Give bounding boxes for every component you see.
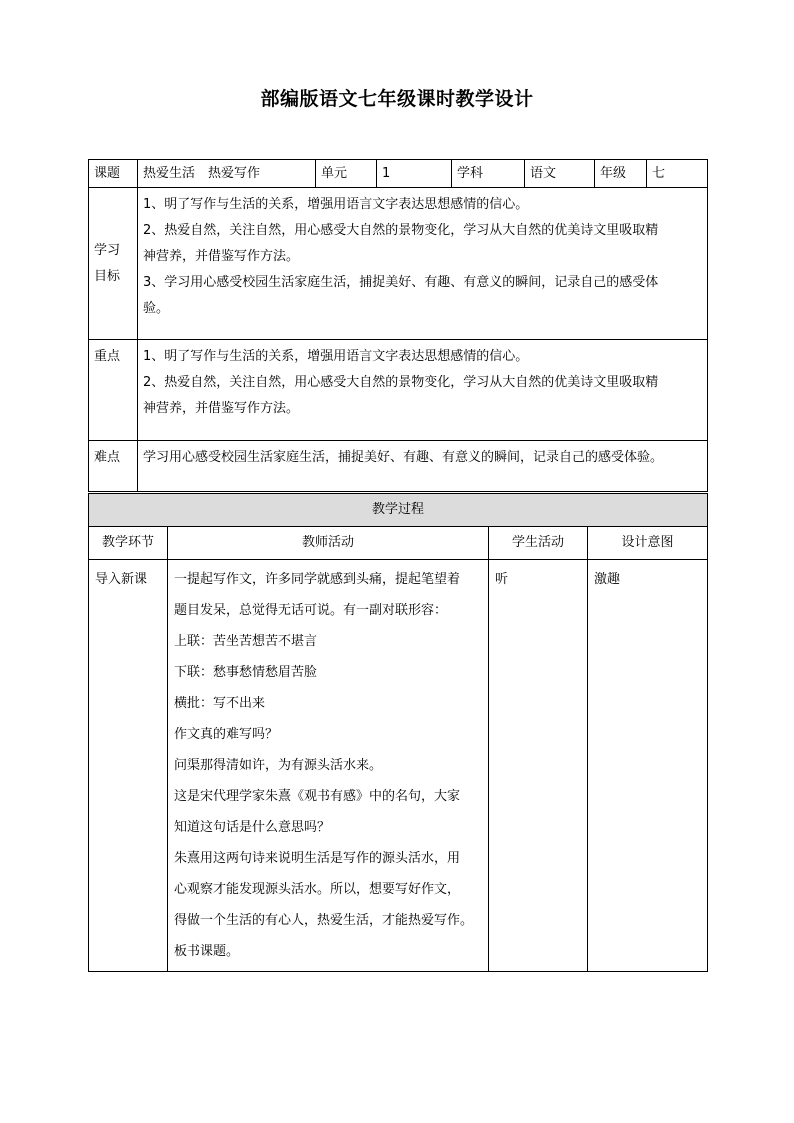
subject-value: 语文 bbox=[525, 160, 595, 188]
difficulty-content bbox=[138, 441, 708, 492]
goals-row bbox=[89, 188, 708, 340]
difficulty-text: 学习用心感受校园生活家庭生活，捕捉美好、有趣、有意义的瞬间，记录自己的感受体验。 bbox=[143, 450, 664, 465]
teacher-line: 一提起写作文，许多同学就感到头痛，提起笔望着 bbox=[174, 572, 461, 587]
goals-label: 学习 目标 bbox=[89, 188, 138, 340]
teacher-line: 知道这句话是什么意思吗？ bbox=[174, 820, 331, 835]
header-teacher: 教师活动 bbox=[168, 527, 489, 560]
process-banner-row bbox=[89, 494, 708, 527]
lesson-info-table bbox=[88, 159, 708, 492]
teacher-line: 横批：写不出来 bbox=[174, 696, 266, 711]
topic-label: 课题 bbox=[89, 160, 138, 188]
topic-value: 热爱生活 热爱写作 bbox=[138, 160, 316, 188]
difficulty-row bbox=[89, 441, 708, 492]
student-activity-cell: 听 bbox=[489, 560, 588, 972]
stage-cell: 导入新课 bbox=[89, 560, 168, 972]
goal-line: 验。 bbox=[143, 301, 170, 316]
key-point-line: 1、明了写作与生活的关系，增强用语言文字表达思想感情的信心。 bbox=[143, 349, 529, 364]
teaching-process-table bbox=[88, 493, 708, 972]
key-points-row bbox=[89, 340, 708, 441]
teacher-line: 朱熹用这两句诗来说明生活是写作的源头活水，用 bbox=[174, 851, 461, 866]
teacher-line: 下联：愁事愁情愁眉苦脸 bbox=[174, 665, 318, 680]
goal-line: 1、明了写作与生活的关系，增强用语言文字表达思想感情的信心。 bbox=[143, 197, 529, 212]
process-banner: 教学过程 bbox=[89, 494, 708, 527]
grade-value: 七 bbox=[647, 160, 708, 188]
unit-value: 1 bbox=[377, 160, 452, 188]
key-points-label: 重点 bbox=[89, 340, 138, 441]
teacher-line: 板书课题。 bbox=[174, 944, 240, 959]
key-point-line: 神营养，并借鉴写作方法。 bbox=[143, 401, 300, 416]
difficulty-label: 难点 bbox=[89, 441, 138, 492]
header-intent: 设计意图 bbox=[588, 527, 708, 560]
key-point-line: 2、热爱自然，关注自然，用心感受大自然的景物变化，学习从大自然的优美诗文里吸取精 bbox=[143, 375, 659, 390]
teacher-line: 上联：苦坐苦想苦不堪言 bbox=[174, 634, 318, 649]
key-points-content bbox=[138, 340, 708, 441]
teacher-line: 题目发呆，总觉得无话可说。有一副对联形容： bbox=[174, 603, 448, 618]
header-stage: 教学环节 bbox=[89, 527, 168, 560]
goal-line: 3、学习用心感受校园生活家庭生活，捕捉美好、有趣、有意义的瞬间，记录自己的感受体 bbox=[143, 275, 659, 290]
subject-label: 学科 bbox=[452, 160, 525, 188]
page-title: 部编版语文七年级课时教学设计 bbox=[260, 88, 534, 110]
teacher-line: 得做一个生活的有心人，热爱生活，才能热爱写作。 bbox=[174, 913, 474, 928]
goal-line: 神营养，并借鉴写作方法。 bbox=[143, 249, 300, 264]
info-row bbox=[89, 160, 708, 188]
teacher-line: 作文真的难写吗？ bbox=[174, 727, 279, 742]
design-intent-cell: 激趣 bbox=[588, 560, 708, 972]
goal-line: 2、热爱自然，关注自然，用心感受大自然的景物变化，学习从大自然的优美诗文里吸取精 bbox=[143, 223, 659, 238]
process-header-row bbox=[89, 527, 708, 560]
header-student: 学生活动 bbox=[489, 527, 588, 560]
goals-content bbox=[138, 188, 708, 340]
teacher-line: 心观察才能发现源头活水。所以，想要写好作文， bbox=[174, 882, 461, 897]
unit-label: 单元 bbox=[316, 160, 377, 188]
teacher-line: 问渠那得清如许，为有源头活水来。 bbox=[174, 758, 383, 773]
process-row bbox=[89, 560, 708, 972]
grade-label: 年级 bbox=[595, 160, 647, 188]
teacher-line: 这是宋代理学家朱熹《观书有感》中的名句，大家 bbox=[174, 789, 461, 804]
teacher-activity-cell bbox=[168, 560, 489, 972]
